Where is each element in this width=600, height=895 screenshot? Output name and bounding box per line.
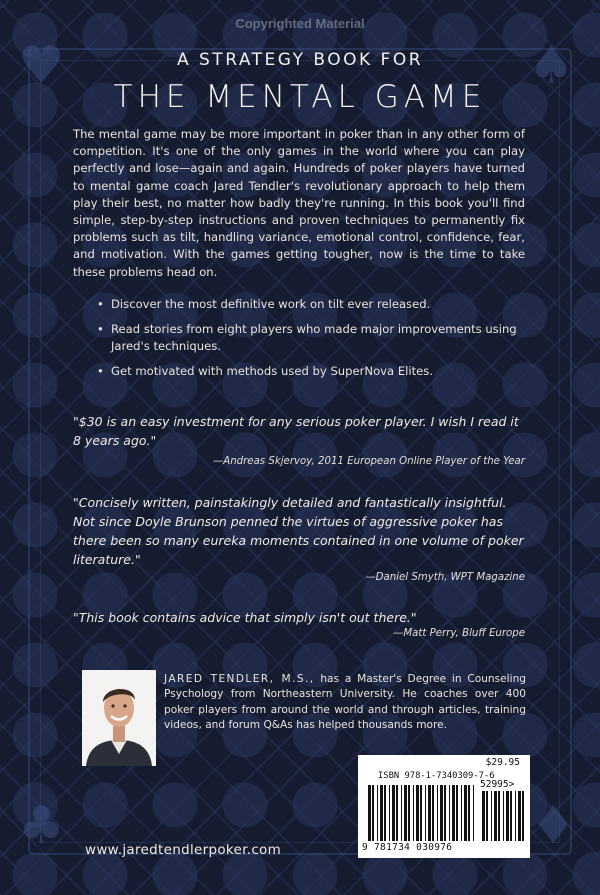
- book-overline: A STRATEGY BOOK FOR: [176, 50, 424, 70]
- feature-list: [97, 296, 517, 388]
- barcode-bar: [372, 785, 374, 841]
- club-icon: ♣: [18, 796, 65, 856]
- barcode-bar: [420, 785, 422, 841]
- author-bio: [164, 672, 526, 733]
- testimonial-attribution: —Andreas Skjervoy, 2011 European Online Player of the Year: [213, 456, 525, 467]
- author-name: JARED TENDLER, M.S.,: [164, 673, 315, 685]
- feature-item: • Discover the most definitive work on tilt ever released.: [97, 296, 517, 313]
- barcode-bar: [392, 785, 395, 841]
- barcode-bar: [377, 785, 378, 841]
- barcode-bar: [482, 791, 485, 841]
- barcode-bar: [380, 785, 383, 841]
- testimonial-quote: "Concisely written, painstakingly detailed and fantastically insightful. Not since Doyle Brunson penned the virtues of aggressive poker has there been so many eureka moments contained in one volume of poker literature.": [73, 495, 524, 567]
- barcode-bar: [491, 791, 492, 841]
- barcode-bar: [494, 791, 497, 841]
- barcode-bar: [416, 785, 419, 841]
- barcode-bar: [468, 785, 470, 841]
- author-photo: [82, 670, 156, 766]
- barcode-bar: [408, 785, 410, 841]
- barcode-bar: [473, 785, 474, 841]
- barcode-bar: [510, 791, 512, 841]
- barcode-bar: [461, 785, 462, 841]
- spade-icon: ♠: [528, 36, 575, 96]
- barcode-bar: [506, 791, 509, 841]
- book-title: THE MENTAL GAME: [113, 79, 487, 115]
- barcode-bar: [452, 785, 455, 841]
- website-url: www.jaredtendlerpoker.com: [85, 842, 282, 858]
- barcode-bar: [401, 785, 402, 841]
- author-bio-text: has a Master's Degree in Counseling Psychology from Northeastern University. He coaches over 400 poker players from around the world and through articles, training videos, and forum Q&As has helped thousands more.: [164, 673, 527, 731]
- barcode-bar: [368, 785, 371, 841]
- testimonial-attribution: —Matt Perry, Bluff Europe: [393, 628, 525, 639]
- barcode-bar: [518, 791, 521, 841]
- barcode-bar: [440, 785, 443, 841]
- testimonial-quote: "This book contains advice that simply isn't out there.": [73, 610, 417, 625]
- barcode-bar: [449, 785, 450, 841]
- watermark: Copyrighted Material: [235, 16, 365, 31]
- isbn-label: ISBN 978-1-7340309-7-6: [378, 771, 495, 781]
- barcode-bar: [515, 791, 516, 841]
- testimonial-attribution: —Daniel Smyth, WPT Magazine: [365, 572, 525, 583]
- barcode-bar: [522, 791, 524, 841]
- barcode-bar: [486, 791, 488, 841]
- barcode-bar: [396, 785, 398, 841]
- barcode-bar: [464, 785, 467, 841]
- price-label: $29.95: [485, 757, 520, 768]
- barcode-bar: [437, 785, 438, 841]
- diamond-icon: ♦: [530, 796, 577, 856]
- barcode-bar: [413, 785, 414, 841]
- ean-number: 9 781734 030976: [362, 842, 453, 853]
- barcode-bar: [444, 785, 446, 841]
- barcode-bar: [389, 785, 390, 841]
- barcode-bar: [428, 785, 431, 841]
- barcode-bar: [498, 791, 500, 841]
- testimonial-quote: "$30 is an easy investment for any serious poker player. I wish I read it 8 years ago.": [73, 414, 519, 448]
- barcode-bar: [404, 785, 407, 841]
- book-description: The mental game may be more important in poker than in any other form of competition. It's one of the only games in the world where you can play perfectly and lose—again and again. Hundreds of poker players have turned to mental game coach Jared Tendler's revolutionary approach to help them play their best, no matter how badly they're running. In this book you'll find simple, step-by-step instructions and proven techniques to permanently fix problems such as tilt, handling variance, emotional control, confidence, fear, and motivation. With the games getting tougher, now is the time to take these problems head on.: [73, 127, 525, 279]
- barcode-bar: [384, 785, 386, 841]
- barcode-bar: [425, 785, 426, 841]
- ean-barcode: [368, 785, 476, 841]
- addon-number: 52995>: [480, 779, 515, 790]
- barcode-bar: [432, 785, 434, 841]
- addon-barcode: [482, 791, 524, 841]
- heart-icon: ♥: [18, 36, 65, 96]
- feature-item: • Get motivated with methods used by SuperNova Elites.: [97, 363, 517, 380]
- barcode-bar: [503, 791, 504, 841]
- feature-item: • Read stories from eight players who made major improvements using Jared's techniques.: [97, 321, 517, 355]
- barcode-bar: [456, 785, 458, 841]
- barcode-panel: [358, 755, 530, 858]
